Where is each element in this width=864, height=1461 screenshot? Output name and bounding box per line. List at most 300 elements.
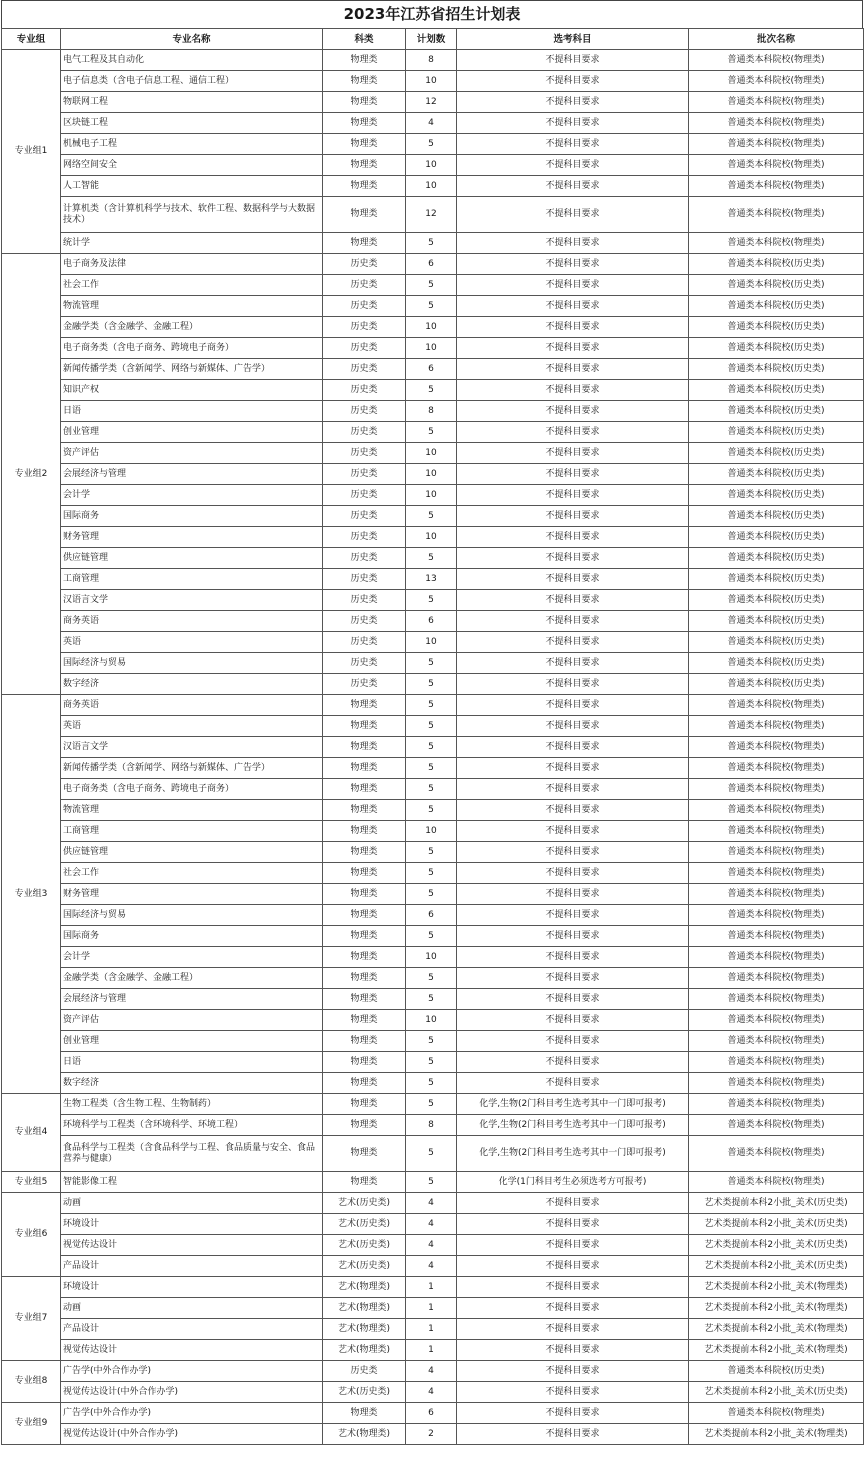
row-major: 社会工作: [61, 275, 323, 296]
row-plan-count: 5: [406, 800, 457, 821]
table-row: [2, 905, 864, 926]
row-subjects: 不提科目要求: [457, 50, 689, 71]
table-row: [2, 989, 864, 1010]
table-row: [2, 1424, 864, 1445]
row-category: 物理类: [323, 800, 406, 821]
row-major: 环境设计: [61, 1277, 323, 1298]
row-plan-count: 5: [406, 737, 457, 758]
row-plan-count: 10: [406, 443, 457, 464]
row-major: 国际商务: [61, 506, 323, 527]
row-category: 物理类: [323, 176, 406, 197]
table-row: [2, 1031, 864, 1052]
row-major: 动画: [61, 1193, 323, 1214]
row-plan-count: 5: [406, 1073, 457, 1094]
row-category: 物理类: [323, 1052, 406, 1073]
table-row: [2, 1010, 864, 1031]
row-plan-count: 1: [406, 1298, 457, 1319]
table-row: [2, 71, 864, 92]
row-category: 艺术(历史类): [323, 1382, 406, 1403]
table-row: [2, 176, 864, 197]
row-batch: 普通类本科院校(历史类): [689, 506, 864, 527]
row-category: 物理类: [323, 842, 406, 863]
row-category: 物理类: [323, 716, 406, 737]
row-major: 资产评估: [61, 443, 323, 464]
table-row: [2, 1340, 864, 1361]
table-header-row: [2, 29, 864, 50]
page-title: 2023年江苏省招生计划表: [1, 0, 863, 28]
row-category: 历史类: [323, 443, 406, 464]
row-major: 会展经济与管理: [61, 989, 323, 1010]
row-subjects: 不提科目要求: [457, 1361, 689, 1382]
row-major: 日语: [61, 401, 323, 422]
row-plan-count: 5: [406, 422, 457, 443]
row-subjects: 不提科目要求: [457, 800, 689, 821]
row-category: 物理类: [323, 926, 406, 947]
row-batch: 普通类本科院校(物理类): [689, 800, 864, 821]
table-row: [2, 1115, 864, 1136]
row-category: 物理类: [323, 1136, 406, 1172]
row-batch: 普通类本科院校(历史类): [689, 443, 864, 464]
row-major: 视觉传达设计: [61, 1340, 323, 1361]
table-row: [2, 359, 864, 380]
table-row: [2, 113, 864, 134]
row-category: 历史类: [323, 569, 406, 590]
row-plan-count: 5: [406, 1172, 457, 1193]
row-group: 专业组8: [2, 1361, 61, 1403]
row-category: 物理类: [323, 155, 406, 176]
row-subjects: 不提科目要求: [457, 653, 689, 674]
row-batch: 普通类本科院校(物理类): [689, 176, 864, 197]
row-major: 创业管理: [61, 422, 323, 443]
row-plan-count: 4: [406, 1382, 457, 1403]
row-batch: 艺术类提前本科2小批_美术(物理类): [689, 1340, 864, 1361]
row-plan-count: 2: [406, 1424, 457, 1445]
row-plan-count: 12: [406, 197, 457, 233]
row-subjects: 不提科目要求: [457, 758, 689, 779]
table-row: [2, 569, 864, 590]
row-plan-count: 4: [406, 113, 457, 134]
row-batch: 普通类本科院校(物理类): [689, 989, 864, 1010]
row-major: 日语: [61, 1052, 323, 1073]
row-category: 物理类: [323, 113, 406, 134]
table-row: [2, 1298, 864, 1319]
table-row: [2, 1361, 864, 1382]
row-batch: 艺术类提前本科2小批_美术(物理类): [689, 1319, 864, 1340]
row-category: 历史类: [323, 401, 406, 422]
row-major: 统计学: [61, 233, 323, 254]
table-row: [2, 317, 864, 338]
row-plan-count: 5: [406, 926, 457, 947]
row-category: 艺术(物理类): [323, 1424, 406, 1445]
row-subjects: 化学(1门科目考生必须选考方可报考): [457, 1172, 689, 1193]
row-major: 汉语言文学: [61, 590, 323, 611]
table-row: [2, 401, 864, 422]
row-plan-count: 5: [406, 380, 457, 401]
row-major: 会计学: [61, 947, 323, 968]
row-plan-count: 10: [406, 821, 457, 842]
row-subjects: 不提科目要求: [457, 737, 689, 758]
row-subjects: 不提科目要求: [457, 884, 689, 905]
row-category: 历史类: [323, 548, 406, 569]
table-row: [2, 758, 864, 779]
row-major: 网络空间安全: [61, 155, 323, 176]
row-plan-count: 4: [406, 1235, 457, 1256]
row-group: 专业组1: [2, 50, 61, 254]
table-row: [2, 1277, 864, 1298]
row-batch: 普通类本科院校(物理类): [689, 926, 864, 947]
row-batch: 普通类本科院校(历史类): [689, 548, 864, 569]
row-category: 艺术(历史类): [323, 1256, 406, 1277]
row-category: 物理类: [323, 989, 406, 1010]
row-category: 历史类: [323, 464, 406, 485]
table-row: [2, 821, 864, 842]
row-batch: 普通类本科院校(历史类): [689, 674, 864, 695]
table-row: [2, 716, 864, 737]
row-plan-count: 10: [406, 485, 457, 506]
row-category: 物理类: [323, 737, 406, 758]
row-major: 电子信息类（含电子信息工程、通信工程）: [61, 71, 323, 92]
row-batch: 普通类本科院校(历史类): [689, 611, 864, 632]
row-plan-count: 4: [406, 1214, 457, 1235]
row-batch: 普通类本科院校(历史类): [689, 485, 864, 506]
row-batch: 普通类本科院校(物理类): [689, 1094, 864, 1115]
row-subjects: 不提科目要求: [457, 443, 689, 464]
row-batch: 普通类本科院校(物理类): [689, 695, 864, 716]
row-subjects: 不提科目要求: [457, 422, 689, 443]
table-row: [2, 485, 864, 506]
row-batch: 艺术类提前本科2小批_美术(历史类): [689, 1214, 864, 1235]
row-major: 产品设计: [61, 1319, 323, 1340]
row-category: 历史类: [323, 338, 406, 359]
row-plan-count: 5: [406, 779, 457, 800]
row-plan-count: 5: [406, 989, 457, 1010]
row-plan-count: 10: [406, 71, 457, 92]
row-major: 电子商务类（含电子商务、跨境电子商务）: [61, 779, 323, 800]
row-group: 专业组2: [2, 254, 61, 695]
row-category: 物理类: [323, 233, 406, 254]
row-subjects: 不提科目要求: [457, 632, 689, 653]
row-plan-count: 4: [406, 1256, 457, 1277]
row-batch: 普通类本科院校(物理类): [689, 716, 864, 737]
row-batch: 艺术类提前本科2小批_美术(物理类): [689, 1277, 864, 1298]
row-subjects: 不提科目要求: [457, 275, 689, 296]
row-category: 历史类: [323, 632, 406, 653]
row-subjects: 不提科目要求: [457, 1277, 689, 1298]
row-category: 物理类: [323, 197, 406, 233]
row-major: 电子商务及法律: [61, 254, 323, 275]
row-plan-count: 6: [406, 1403, 457, 1424]
table-row: [2, 947, 864, 968]
row-plan-count: 5: [406, 968, 457, 989]
row-batch: 普通类本科院校(历史类): [689, 254, 864, 275]
row-batch: 普通类本科院校(物理类): [689, 968, 864, 989]
row-category: 艺术(物理类): [323, 1298, 406, 1319]
row-plan-count: 10: [406, 464, 457, 485]
row-plan-count: 5: [406, 716, 457, 737]
row-major: 新闻传播学类（含新闻学、网络与新媒体、广告学）: [61, 758, 323, 779]
table-row: [2, 674, 864, 695]
row-plan-count: 5: [406, 674, 457, 695]
row-subjects: 不提科目要求: [457, 506, 689, 527]
row-major: 食品科学与工程类（含食品科学与工程、食品质量与安全、食品营养与健康）: [61, 1136, 323, 1172]
row-category: 艺术(历史类): [323, 1214, 406, 1235]
header-plan-count: 计划数: [406, 29, 457, 50]
table-row: [2, 275, 864, 296]
row-batch: 普通类本科院校(历史类): [689, 380, 864, 401]
row-major: 动画: [61, 1298, 323, 1319]
row-plan-count: 5: [406, 758, 457, 779]
row-category: 历史类: [323, 254, 406, 275]
row-major: 商务英语: [61, 611, 323, 632]
row-major: 创业管理: [61, 1031, 323, 1052]
row-major: 机械电子工程: [61, 134, 323, 155]
row-category: 历史类: [323, 275, 406, 296]
row-category: 物理类: [323, 695, 406, 716]
row-category: 物理类: [323, 134, 406, 155]
row-plan-count: 5: [406, 1136, 457, 1172]
row-group: 专业组3: [2, 695, 61, 1094]
row-category: 物理类: [323, 1115, 406, 1136]
row-subjects: 不提科目要求: [457, 155, 689, 176]
row-category: 艺术(物理类): [323, 1319, 406, 1340]
row-major: 智能影像工程: [61, 1172, 323, 1193]
row-subjects: 不提科目要求: [457, 1424, 689, 1445]
row-category: 历史类: [323, 527, 406, 548]
row-group: 专业组7: [2, 1277, 61, 1361]
row-plan-count: 10: [406, 527, 457, 548]
row-major: 财务管理: [61, 884, 323, 905]
row-subjects: 不提科目要求: [457, 779, 689, 800]
row-category: 物理类: [323, 947, 406, 968]
row-category: 历史类: [323, 590, 406, 611]
row-plan-count: 6: [406, 611, 457, 632]
row-subjects: 化学,生物(2门科目考生选考其中一门即可报考): [457, 1136, 689, 1172]
row-major: 金融学类（含金融学、金融工程）: [61, 968, 323, 989]
row-plan-count: 8: [406, 50, 457, 71]
row-batch: 艺术类提前本科2小批_美术(历史类): [689, 1193, 864, 1214]
row-batch: 普通类本科院校(历史类): [689, 527, 864, 548]
row-subjects: 不提科目要求: [457, 1235, 689, 1256]
row-major: 物流管理: [61, 296, 323, 317]
table-row: [2, 422, 864, 443]
row-subjects: 不提科目要求: [457, 464, 689, 485]
row-subjects: 不提科目要求: [457, 1319, 689, 1340]
row-plan-count: 4: [406, 1361, 457, 1382]
row-batch: 普通类本科院校(物理类): [689, 197, 864, 233]
row-major: 新闻传播学类（含新闻学、网络与新媒体、广告学）: [61, 359, 323, 380]
header-batch: 批次名称: [689, 29, 864, 50]
row-category: 物理类: [323, 884, 406, 905]
row-batch: 普通类本科院校(物理类): [689, 1136, 864, 1172]
table-row: [2, 968, 864, 989]
row-batch: 普通类本科院校(物理类): [689, 1073, 864, 1094]
row-major: 生物工程类（含生物工程、生物制药）: [61, 1094, 323, 1115]
row-major: 国际经济与贸易: [61, 905, 323, 926]
row-plan-count: 5: [406, 884, 457, 905]
header-subjects: 选考科目: [457, 29, 689, 50]
row-major: 广告学(中外合作办学): [61, 1403, 323, 1424]
row-subjects: 不提科目要求: [457, 71, 689, 92]
row-batch: 普通类本科院校(物理类): [689, 863, 864, 884]
row-subjects: 不提科目要求: [457, 92, 689, 113]
row-subjects: 不提科目要求: [457, 254, 689, 275]
table-row: [2, 884, 864, 905]
row-category: 历史类: [323, 380, 406, 401]
row-plan-count: 12: [406, 92, 457, 113]
row-plan-count: 5: [406, 653, 457, 674]
row-batch: 普通类本科院校(历史类): [689, 1361, 864, 1382]
row-batch: 普通类本科院校(历史类): [689, 401, 864, 422]
row-batch: 普通类本科院校(历史类): [689, 338, 864, 359]
table-row: [2, 842, 864, 863]
row-major: 电气工程及其自动化: [61, 50, 323, 71]
row-plan-count: 5: [406, 506, 457, 527]
table-row: [2, 1403, 864, 1424]
row-plan-count: 10: [406, 1010, 457, 1031]
row-category: 物理类: [323, 92, 406, 113]
row-batch: 普通类本科院校(物理类): [689, 134, 864, 155]
row-category: 物理类: [323, 1010, 406, 1031]
row-subjects: 不提科目要求: [457, 338, 689, 359]
row-subjects: 不提科目要求: [457, 1382, 689, 1403]
row-subjects: 不提科目要求: [457, 113, 689, 134]
row-subjects: 不提科目要求: [457, 1340, 689, 1361]
admission-plan-table: [1, 28, 864, 1445]
row-batch: 普通类本科院校(物理类): [689, 71, 864, 92]
table-row: [2, 737, 864, 758]
row-subjects: 不提科目要求: [457, 233, 689, 254]
table-row: [2, 653, 864, 674]
table-row: [2, 527, 864, 548]
header-group: 专业组: [2, 29, 61, 50]
row-subjects: 不提科目要求: [457, 968, 689, 989]
row-subjects: 不提科目要求: [457, 1403, 689, 1424]
row-category: 历史类: [323, 674, 406, 695]
row-major: 区块链工程: [61, 113, 323, 134]
row-major: 视觉传达设计(中外合作办学): [61, 1424, 323, 1445]
row-subjects: 不提科目要求: [457, 1073, 689, 1094]
row-category: 艺术(物理类): [323, 1277, 406, 1298]
row-major: 环境科学与工程类（含环境科学、环境工程）: [61, 1115, 323, 1136]
header-category: 科类: [323, 29, 406, 50]
row-major: 金融学类（含金融学、金融工程）: [61, 317, 323, 338]
row-plan-count: 1: [406, 1340, 457, 1361]
row-plan-count: 1: [406, 1277, 457, 1298]
row-batch: 普通类本科院校(物理类): [689, 113, 864, 134]
row-subjects: 不提科目要求: [457, 926, 689, 947]
row-group: 专业组6: [2, 1193, 61, 1277]
row-subjects: 不提科目要求: [457, 197, 689, 233]
row-batch: 普通类本科院校(物理类): [689, 1115, 864, 1136]
row-plan-count: 1: [406, 1319, 457, 1340]
row-category: 历史类: [323, 317, 406, 338]
row-subjects: 不提科目要求: [457, 359, 689, 380]
row-subjects: 不提科目要求: [457, 1214, 689, 1235]
row-plan-count: 5: [406, 842, 457, 863]
table-row: [2, 1073, 864, 1094]
row-plan-count: 10: [406, 632, 457, 653]
row-category: 历史类: [323, 506, 406, 527]
row-major: 数字经济: [61, 1073, 323, 1094]
row-batch: 普通类本科院校(历史类): [689, 569, 864, 590]
row-batch: 普通类本科院校(物理类): [689, 842, 864, 863]
row-major: 知识产权: [61, 380, 323, 401]
row-batch: 艺术类提前本科2小批_美术(物理类): [689, 1424, 864, 1445]
row-batch: 普通类本科院校(物理类): [689, 92, 864, 113]
row-subjects: 不提科目要求: [457, 485, 689, 506]
row-batch: 普通类本科院校(历史类): [689, 317, 864, 338]
row-subjects: 化学,生物(2门科目考生选考其中一门即可报考): [457, 1094, 689, 1115]
table-row: [2, 1172, 864, 1193]
row-subjects: 不提科目要求: [457, 716, 689, 737]
row-subjects: 不提科目要求: [457, 176, 689, 197]
table-row: [2, 611, 864, 632]
row-plan-count: 8: [406, 401, 457, 422]
row-batch: 普通类本科院校(历史类): [689, 422, 864, 443]
row-batch: 普通类本科院校(物理类): [689, 1172, 864, 1193]
row-plan-count: 10: [406, 947, 457, 968]
row-batch: 普通类本科院校(物理类): [689, 1403, 864, 1424]
row-major: 物流管理: [61, 800, 323, 821]
row-subjects: 不提科目要求: [457, 674, 689, 695]
row-subjects: 不提科目要求: [457, 590, 689, 611]
row-plan-count: 8: [406, 1115, 457, 1136]
row-subjects: 不提科目要求: [457, 1256, 689, 1277]
row-plan-count: 5: [406, 1031, 457, 1052]
row-batch: 普通类本科院校(历史类): [689, 653, 864, 674]
row-major: 工商管理: [61, 569, 323, 590]
row-subjects: 不提科目要求: [457, 695, 689, 716]
table-row: [2, 1235, 864, 1256]
row-major: 国际经济与贸易: [61, 653, 323, 674]
header-major: 专业名称: [61, 29, 323, 50]
row-group: 专业组4: [2, 1094, 61, 1172]
table-row: [2, 380, 864, 401]
row-category: 历史类: [323, 1361, 406, 1382]
row-category: 历史类: [323, 359, 406, 380]
table-row: [2, 296, 864, 317]
table-body: [2, 50, 864, 1445]
row-major: 产品设计: [61, 1256, 323, 1277]
table-row: [2, 1382, 864, 1403]
admission-plan-sheet: [1, 0, 863, 1445]
row-batch: 普通类本科院校(物理类): [689, 905, 864, 926]
row-subjects: 不提科目要求: [457, 611, 689, 632]
row-batch: 普通类本科院校(历史类): [689, 632, 864, 653]
row-subjects: 不提科目要求: [457, 569, 689, 590]
row-major: 视觉传达设计(中外合作办学): [61, 1382, 323, 1403]
row-category: 物理类: [323, 1172, 406, 1193]
row-major: 环境设计: [61, 1214, 323, 1235]
row-plan-count: 5: [406, 695, 457, 716]
row-major: 英语: [61, 632, 323, 653]
row-major: 计算机类（含计算机科学与技术、软件工程、数据科学与大数据技术）: [61, 197, 323, 233]
row-batch: 普通类本科院校(物理类): [689, 758, 864, 779]
row-batch: 普通类本科院校(物理类): [689, 884, 864, 905]
row-group: 专业组9: [2, 1403, 61, 1445]
table-row: [2, 590, 864, 611]
row-plan-count: 6: [406, 359, 457, 380]
row-subjects: 不提科目要求: [457, 1193, 689, 1214]
row-category: 艺术(物理类): [323, 1340, 406, 1361]
row-subjects: 不提科目要求: [457, 947, 689, 968]
table-row: [2, 863, 864, 884]
row-batch: 艺术类提前本科2小批_美术(物理类): [689, 1298, 864, 1319]
table-row: [2, 506, 864, 527]
row-major: 财务管理: [61, 527, 323, 548]
row-subjects: 不提科目要求: [457, 317, 689, 338]
row-major: 商务英语: [61, 695, 323, 716]
